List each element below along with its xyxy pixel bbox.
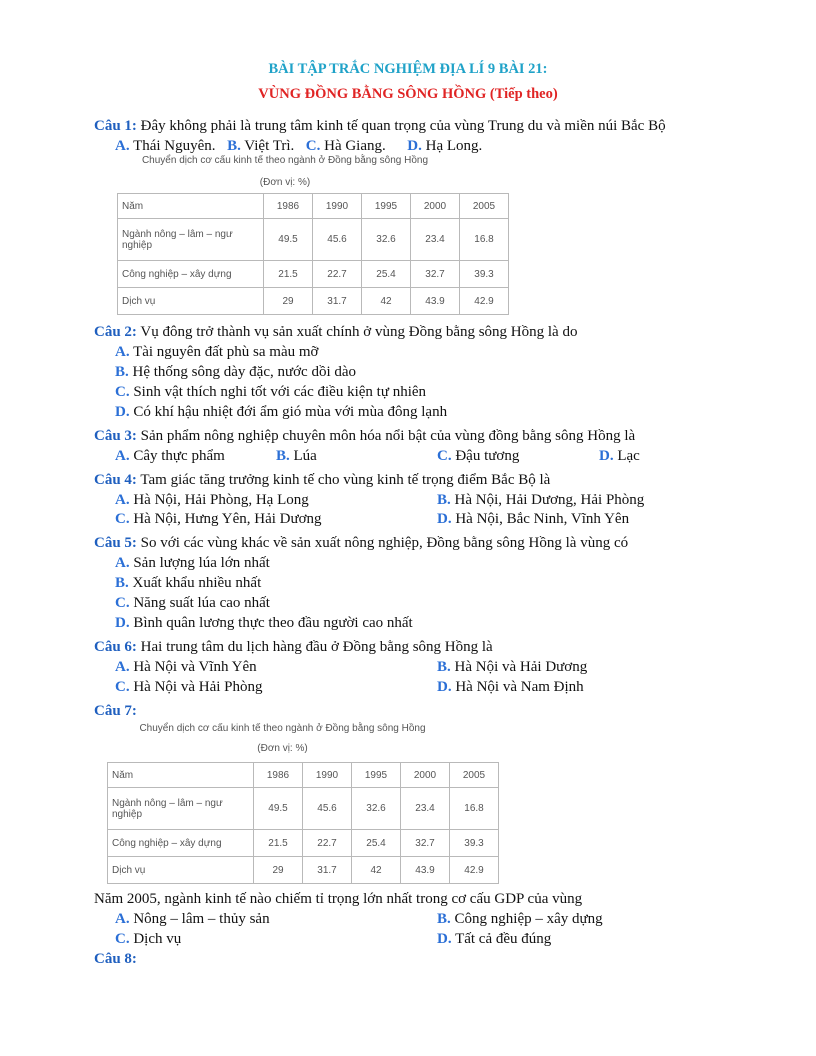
data-table-figure-2 [107, 722, 502, 884]
table-cell: 39.3 [450, 830, 499, 857]
table-row [108, 857, 499, 884]
table-header-cell: 1995 [352, 763, 401, 788]
option-b: B. Hệ thống sông dày đặc, nước dồi dào [115, 364, 357, 380]
table-cell: 42 [352, 857, 401, 884]
table-row [118, 219, 509, 261]
option-text: Thái Nguyên. [129, 138, 216, 154]
option-c: C. Hà Nội và Hải Phòng [115, 679, 263, 695]
option-c: C. Sinh vật thích nghi tốt với các điều kiện tự nhiên [115, 384, 427, 400]
data-table [117, 193, 509, 315]
option-b: B. Hà Nội, Hải Dương, Hải Phòng [437, 492, 645, 508]
question-8 [94, 950, 137, 968]
table-row-label: Ngành nông – lâm – ngư nghiệp [108, 788, 254, 830]
table-header-cell: 2000 [401, 763, 450, 788]
option-letter: C. [305, 138, 321, 154]
question-1-options [115, 137, 482, 155]
option-a: A. Hà Nội, Hải Phòng, Hạ Long [115, 492, 309, 508]
table-row-label: Công nghiệp – xây dựng [108, 830, 254, 857]
option-b: B. Hà Nội và Hải Dương [437, 659, 588, 675]
option-b: B. Xuất khẩu nhiều nhất [115, 575, 262, 591]
question-text: Đây không phải là trung tâm kinh tế quan trọng của vùng Trung du và miền núi Bắc Bộ [136, 118, 666, 134]
question-4 [94, 471, 550, 489]
question-label: Câu 8: [94, 951, 137, 967]
question-label: Câu 7: [94, 703, 137, 719]
table-cell: 32.6 [352, 788, 401, 830]
table-unit: (Đơn vị: %) [259, 177, 311, 188]
question-6 [94, 638, 493, 656]
table-cell: 21.5 [254, 830, 303, 857]
table-header-cell: 1990 [313, 194, 362, 219]
table-row [108, 788, 499, 830]
table-row [118, 261, 509, 288]
option-d: D. Tất cả đều đúng [437, 931, 552, 947]
option-a: A. Hà Nội và Vĩnh Yên [115, 659, 257, 675]
table-cell: 21.5 [264, 261, 313, 288]
question-3 [94, 427, 635, 445]
question-label: Câu 3: [94, 428, 137, 444]
table-cell: 16.8 [460, 219, 509, 261]
option-text: Hạ Long. [421, 138, 483, 154]
question-label: Câu 4: [94, 472, 137, 488]
page-subtitle: VÙNG ĐỒNG BẰNG SÔNG HỒNG (Tiếp theo) [258, 86, 558, 102]
question-2 [94, 323, 577, 341]
table-row-label: Ngành nông – lâm – ngư nghiệp [118, 219, 264, 261]
option-c: C. Đậu tương [437, 448, 520, 464]
table-row [108, 830, 499, 857]
table-cell: 45.6 [313, 219, 362, 261]
table-cell: 29 [254, 857, 303, 884]
table-cell: 49.5 [254, 788, 303, 830]
table-cell: 49.5 [264, 219, 313, 261]
option-c: C. Dịch vụ [115, 931, 182, 947]
table-cell: 45.6 [303, 788, 352, 830]
table-cell: 42.9 [460, 288, 509, 315]
option-a: A. Tài nguyên đất phù sa màu mỡ [115, 344, 319, 360]
question-text: Tam giác tăng trưởng kinh tế cho vùng kinh tế trọng điểm Bắc Bộ là [136, 472, 551, 488]
table-cell: 31.7 [303, 857, 352, 884]
question-text: Hai trung tâm du lịch hàng đầu ở Đồng bằng sông Hồng là [136, 639, 493, 655]
option-a: A. Sản lượng lúa lớn nhất [115, 555, 270, 571]
table-cell: 23.4 [411, 219, 460, 261]
table-row-label: Dịch vụ [118, 288, 264, 315]
table-header-cell: 2005 [450, 763, 499, 788]
table-cell: 39.3 [460, 261, 509, 288]
option-a: A. Nông – lâm – thủy sản [115, 911, 270, 927]
table-row [118, 288, 509, 315]
option-d: D. Hà Nội, Bắc Ninh, Vĩnh Yên [437, 511, 630, 527]
option-b: B. Công nghiệp – xây dựng [437, 911, 603, 927]
data-table-figure-1 [117, 154, 513, 318]
table-unit: (Đơn vị: %) [257, 743, 308, 754]
question-7 [94, 702, 137, 720]
table-row-label: Công nghiệp – xây dựng [118, 261, 264, 288]
table-header-cell: 1995 [362, 194, 411, 219]
table-header-cell: 1986 [254, 763, 303, 788]
table-header-cell: Năm [118, 194, 264, 219]
table-cell: 32.6 [362, 219, 411, 261]
option-c: C. Hà Nội, Hưng Yên, Hải Dương [115, 511, 322, 527]
table-caption: Chuyển dịch cơ cấu kinh tế theo ngành ở Đồng bằng sông Hồng [141, 155, 429, 166]
question-7-text: Năm 2005, ngành kinh tế nào chiếm tỉ trọng lớn nhất trong cơ cấu GDP của vùng [94, 891, 583, 907]
table-cell: 16.8 [450, 788, 499, 830]
question-5 [94, 534, 628, 552]
table-cell: 22.7 [303, 830, 352, 857]
table-row-label: Dịch vụ [108, 857, 254, 884]
table-cell: 31.7 [313, 288, 362, 315]
option-letter: D. [407, 138, 422, 154]
question-label: Câu 1: [94, 118, 137, 134]
table-cell: 29 [264, 288, 313, 315]
option-text: Hà Giang. [320, 138, 386, 154]
option-d: D. Lạc [599, 448, 640, 464]
table-header-cell: 2005 [460, 194, 509, 219]
table-header-cell: Năm [108, 763, 254, 788]
option-a: A. Cây thực phẩm [115, 448, 225, 464]
table-header-cell: 1990 [303, 763, 352, 788]
option-text: Việt Trì. [240, 138, 295, 154]
question-text: Vụ đông trở thành vụ sản xuất chính ở vùng Đồng bằng sông Hồng là do [136, 324, 578, 340]
table-cell: 32.7 [411, 261, 460, 288]
option-c: C. Năng suất lúa cao nhất [115, 595, 270, 611]
table-cell: 32.7 [401, 830, 450, 857]
table-cell: 42 [362, 288, 411, 315]
question-text: Sản phẩm nông nghiệp chuyên môn hóa nổi bật của vùng đồng bằng sông Hồng là [136, 428, 636, 444]
table-cell: 43.9 [401, 857, 450, 884]
question-label: Câu 5: [94, 535, 137, 551]
table-caption: Chuyển dịch cơ cấu kinh tế theo ngành ở Đồng bằng sông Hồng [139, 723, 426, 734]
question-label: Câu 2: [94, 324, 137, 340]
table-header-cell: 2000 [411, 194, 460, 219]
option-d: D. Bình quân lương thực theo đầu người cao nhất [115, 615, 413, 631]
option-d: D. Có khí hậu nhiệt đới ẩm gió mùa với mùa đông lạnh [115, 404, 448, 420]
data-table [107, 762, 499, 884]
option-b: B. Lúa [276, 448, 317, 464]
option-letter: B. [227, 138, 241, 154]
table-cell: 42.9 [450, 857, 499, 884]
table-header-cell: 1986 [264, 194, 313, 219]
table-cell: 25.4 [352, 830, 401, 857]
question-1 [94, 117, 666, 135]
table-cell: 25.4 [362, 261, 411, 288]
option-d: D. Hà Nội và Nam Định [437, 679, 584, 695]
page-title: BÀI TẬP TRẮC NGHIỆM ĐỊA LÍ 9 BÀI 21: [268, 61, 548, 77]
table-cell: 22.7 [313, 261, 362, 288]
table-cell: 43.9 [411, 288, 460, 315]
question-text: So với các vùng khác về sản xuất nông nghiệp, Đồng bằng sông Hồng là vùng có [136, 535, 629, 551]
question-label: Câu 6: [94, 639, 137, 655]
option-letter: A. [115, 138, 130, 154]
table-cell: 23.4 [401, 788, 450, 830]
